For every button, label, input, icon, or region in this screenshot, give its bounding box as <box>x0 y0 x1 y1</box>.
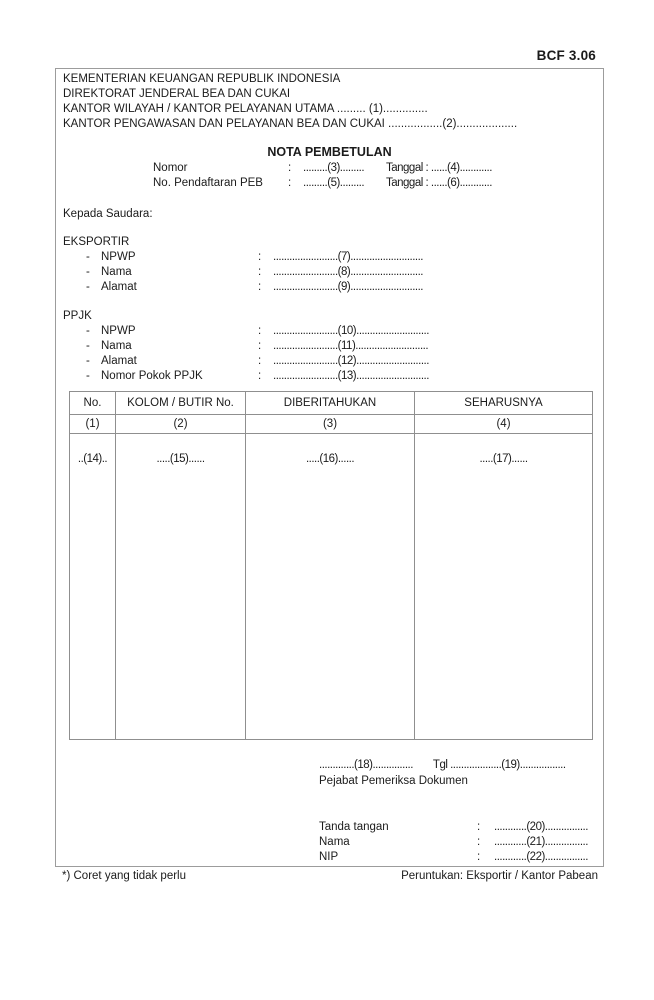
column-header-diberitahukan: DIBERITAHUKAN <box>246 392 415 414</box>
place-date-line <box>319 759 566 771</box>
number-row <box>56 162 603 177</box>
table-subheader-row <box>70 415 592 434</box>
date-value: Tgl ...................(19)................. <box>432 759 566 771</box>
letterhead-line-customs-office: KANTOR PENGAWASAN DAN PELAYANAN BEA DAN CUKAI .................(2)................... <box>63 118 518 130</box>
place-value: .............(18)............... <box>319 759 413 771</box>
letterhead-line-directorate: DIREKTORAT JENDERAL BEA DAN CUKAI <box>63 88 291 100</box>
ppjk-nama-label: Nama <box>101 340 132 352</box>
tanda-tangan-label: Tanda tangan <box>319 821 389 833</box>
colon: : <box>258 355 262 367</box>
colon: : <box>288 162 292 174</box>
form-code: BCF 3.06 <box>536 48 596 63</box>
number-value: .........(3)......... <box>303 162 365 174</box>
signature-field-nama <box>56 836 603 851</box>
peb-registration-value: .........(5)......... <box>303 177 365 189</box>
dash-bullet: - <box>86 355 90 367</box>
form-title: NOTA PEMBETULAN <box>267 145 392 159</box>
ppjk-alamat-value: ........................(12)........................... <box>273 355 429 367</box>
tanda-tangan-value: ............(20)................ <box>494 821 588 833</box>
colon: : <box>258 281 262 293</box>
eksportir-npwp-value: ........................(7)........................... <box>273 251 424 263</box>
eksportir-alamat-row <box>56 281 603 296</box>
column-number-2: (2) <box>116 415 246 433</box>
ppjk-npwp-label: NPWP <box>101 325 136 337</box>
colon: : <box>477 851 481 863</box>
signature-field-tanda-tangan <box>56 821 603 836</box>
colon: : <box>477 821 481 833</box>
letterhead-line-regional-office: KANTOR WILAYAH / KANTOR PELAYANAN UTAMA ......... (1).............. <box>63 103 428 115</box>
dash-bullet: - <box>86 266 90 278</box>
eksportir-npwp-row <box>56 251 603 266</box>
peb-registration-label: No. Pendaftaran PEB <box>153 177 263 189</box>
cell-no: ..(14).. <box>70 434 116 739</box>
dash-bullet: - <box>86 251 90 263</box>
nip-value: ............(22)................ <box>494 851 588 863</box>
eksportir-alamat-value: ........................(9)........................... <box>273 281 424 293</box>
peb-registration-row <box>56 177 603 192</box>
eksportir-nama-value: ........................(8)........................... <box>273 266 424 278</box>
nama-value: ............(21)................ <box>494 836 588 848</box>
column-number-3: (3) <box>246 415 415 433</box>
date-text: Tanggal : ......(6)............ <box>386 177 492 189</box>
nama-label: Nama <box>319 836 350 848</box>
cell-kolom-butir: .....(15)...... <box>116 434 246 739</box>
footnote-strike-unneeded: *) Coret yang tidak perlu <box>62 870 187 882</box>
dash-bullet: - <box>86 340 90 352</box>
ppjk-nomor-pokok-row <box>56 370 603 385</box>
ppjk-npwp-value: ........................(10)........................... <box>273 325 429 337</box>
letterhead <box>63 72 517 132</box>
nip-label: NIP <box>319 851 339 863</box>
ppjk-nama-row <box>56 340 603 355</box>
dash-bullet: - <box>86 325 90 337</box>
cell-seharusnya: .....(17)...... <box>479 453 528 465</box>
column-number-1: (1) <box>70 415 116 433</box>
cell-diberitahukan: .....(16)...... <box>246 434 415 739</box>
official-title: Pejabat Pemeriksa Dokumen <box>319 775 468 787</box>
colon: : <box>258 266 262 278</box>
ppjk-nomor-pokok-label: Nomor Pokok PPJK <box>101 370 203 382</box>
colon: : <box>258 251 262 263</box>
ppjk-npwp-row <box>56 325 603 340</box>
form-outer-box <box>55 68 604 867</box>
column-header-no: No. <box>70 392 116 414</box>
eksportir-heading: EKSPORTIR <box>63 236 130 248</box>
signature-field-nip <box>56 851 603 866</box>
table-row <box>70 434 592 739</box>
eksportir-nama-label: Nama <box>101 266 132 278</box>
colon: : <box>258 325 262 337</box>
dash-bullet: - <box>86 370 90 382</box>
eksportir-alamat-label: Alamat <box>101 281 137 293</box>
footnote-distribution: Peruntukan: Eksportir / Kantor Pabean <box>401 870 598 882</box>
ppjk-alamat-row <box>56 355 603 370</box>
column-number-4: (4) <box>496 418 511 430</box>
date-text: Tanggal : ......(4)............ <box>386 162 492 174</box>
ppjk-nama-value: ........................(11)........................... <box>273 340 429 352</box>
ppjk-heading: PPJK <box>63 310 92 322</box>
number-label: Nomor <box>153 162 188 174</box>
column-header-kolom-butir: KOLOM / BUTIR No. <box>116 392 246 414</box>
correction-table <box>69 391 593 740</box>
colon: : <box>477 836 481 848</box>
table-header-row <box>70 392 592 415</box>
letterhead-line-ministry: KEMENTERIAN KEUANGAN REPUBLIK INDONESIA <box>63 73 341 85</box>
salutation: Kepada Saudara: <box>63 208 153 220</box>
ppjk-nomor-pokok-value: ........................(13)........................... <box>273 370 429 382</box>
colon: : <box>288 177 292 189</box>
ppjk-alamat-label: Alamat <box>101 355 137 367</box>
column-header-seharusnya: SEHARUSNYA <box>464 397 543 409</box>
dash-bullet: - <box>86 281 90 293</box>
colon: : <box>258 340 262 352</box>
colon: : <box>258 370 262 382</box>
eksportir-npwp-label: NPWP <box>101 251 136 263</box>
eksportir-nama-row <box>56 266 603 281</box>
